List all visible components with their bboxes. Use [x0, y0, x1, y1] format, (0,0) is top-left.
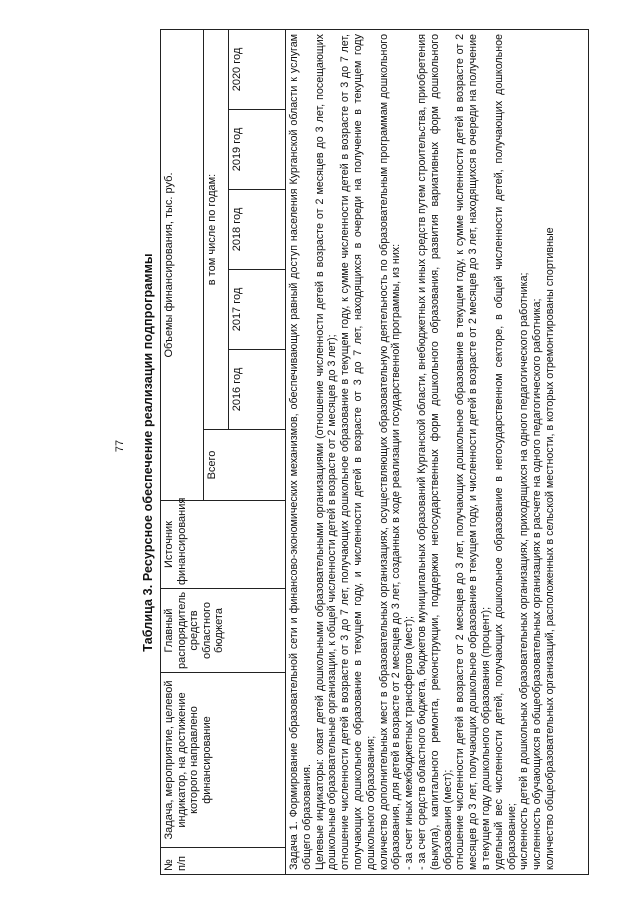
indicator-regional-budget: - за счет средств областного бюджета, бюджетов муниципальных образований Курганской области, внебюджетных и иных средств путем строительства, приобретения (выкупа), капитального ремонта, реконструкции, поддержки негосударственных форм дошкольного образования, развития вариативных форм дошкольного образования (мест);: [415, 33, 454, 870]
target-indicators: Целевые индикаторы: охват детей дошкольными образовательными организациями (отношение численности детей в возрасте от 2 месяцев до 3 лет, посещающих дошкольные образовательные организации, к общей численности детей в возрасте от 2 месяцев до 3 лет);: [313, 33, 339, 870]
indicator-additional-places: количество дополнительных мест в образовательных организациях, осуществляющих образовательную деятельность по образовательным программам дошкольного образования, для детей в возрасте от 2 месяцев до 3 лет, созданных в ходе реализации государственной программы, из них:: [377, 33, 403, 870]
header-year-2020: 2020 год: [229, 29, 286, 109]
header-source: Источник финансирования: [161, 501, 286, 589]
header-total: Всего: [204, 430, 286, 501]
indicator-students-per-teacher: численность обучающихся в общеобразовательных организациях в расчете на одного педагогического работника;: [531, 298, 544, 870]
resource-table: [160, 29, 589, 875]
indicator-children-per-teacher: численность детей в дошкольных образовательных организациях, приходящихся на одного педагогического работника;: [518, 272, 531, 870]
task-1-heading: Задача 1. Формирование образовательной сети и финансово-экономических механизмов, обеспечивающих равный доступ населения Курганской области к услугам общего образования.: [288, 33, 313, 870]
header-manager: Главный распорядитель средств областного бюджета: [161, 589, 286, 673]
header-year-2016: 2016 год: [229, 350, 286, 430]
header-year-2019: 2019 год: [229, 110, 286, 190]
header-funding-volume: Объемы финансирования, тыс. руб.: [161, 29, 204, 500]
indicator-3-7-years: отношение численности детей в возрасте от 3 до 7 лет, получающих дошкольное образование в текущем году, к сумме численности детей в возрасте от 3 до 7 лет, получающих дошкольное образование в текущем году, и численности детей в возрасте от 3 до 7 лет, находящихся в очереди на получение в текущем году дошкольного образования;: [339, 33, 377, 870]
header-task: Задача, мероприятие, целевой индикатор, на достижение которого направлено финансирование: [161, 673, 286, 848]
rotated-page-content: [137, 30, 592, 875]
header-year-2017: 2017 год: [229, 270, 286, 350]
header-year-2018: 2018 год: [229, 190, 286, 270]
header-number: № п/п: [161, 848, 286, 875]
indicator-2m-3-years: отношение численности детей в возрасте от 2 месяцев до 3 лет, получающих дошкольное образование в текущем году, к сумме численности детей в возрасте от 2 месяцев до 3 лет, получающих дошкольное образование в текущем году, и численности детей в возрасте от 2 месяцев до 3 лет, находящихся в очереди на получение в текущем году дошкольного образования (процент);: [454, 33, 492, 870]
table-title: Таблица 3. Ресурсное обеспечение реализации подпрограммы: [141, 253, 155, 652]
page-number: 77: [114, 439, 127, 453]
task-1-description: [286, 29, 589, 874]
header-by-years: в том числе по годам:: [204, 29, 229, 429]
indicator-interbudget-transfers: - за счет иных межбюджетных трансфертов (мест);: [403, 615, 416, 870]
indicator-non-state-sector: удельный вес численности детей, получающих дошкольное образование в негосударственном секторе, в общей численности детей, получающих дошкольное образование;: [492, 33, 518, 870]
indicator-rural-schools: количество общеобразовательных организаций, расположенных в сельской местности, в которых отремонтированы спортивные: [543, 227, 556, 870]
